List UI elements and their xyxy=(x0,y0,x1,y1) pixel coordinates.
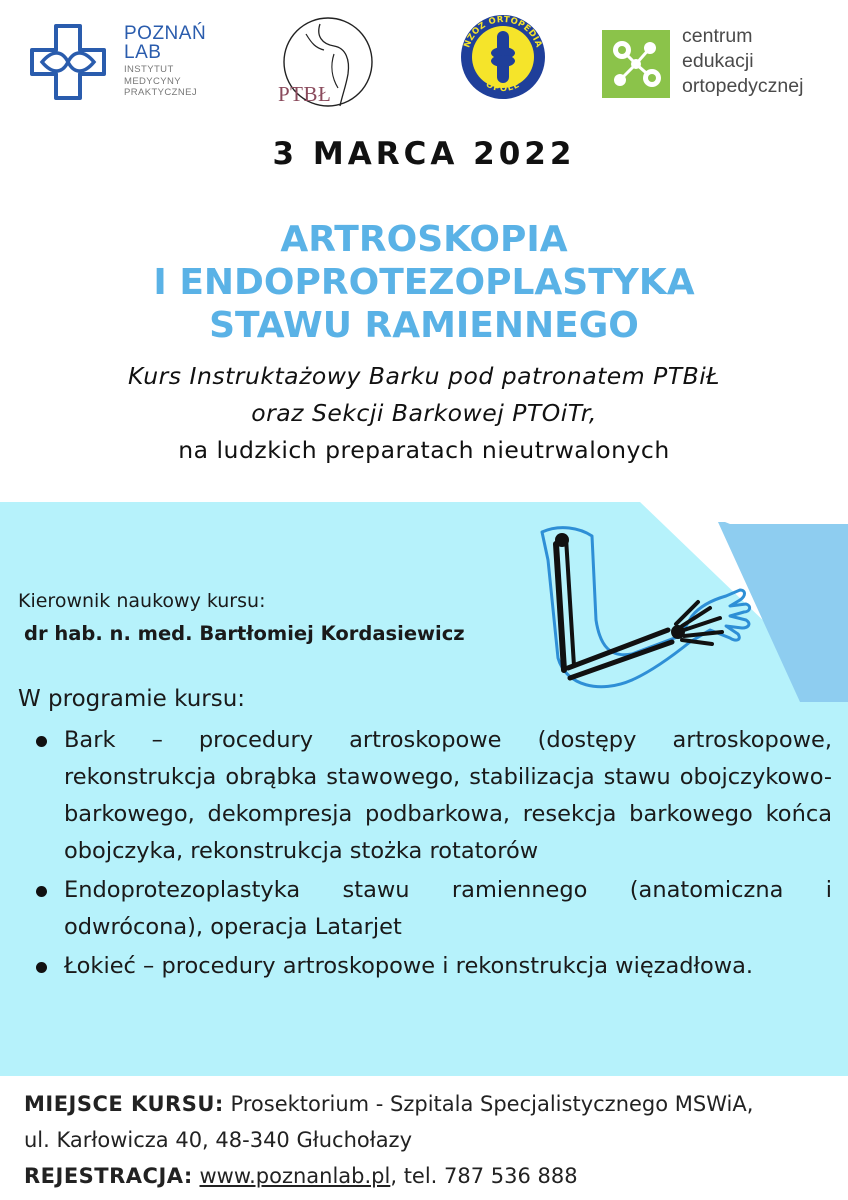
registration-link[interactable]: www.poznanlab.pl xyxy=(199,1164,391,1188)
program-item-text: Endoprotezoplastyka stawu ramiennego (anatomiczna i odwrócona), operacja Latarjet xyxy=(64,877,832,940)
program-item-bark xyxy=(30,722,832,870)
bullet-icon xyxy=(36,736,47,747)
registration-label: REJESTRACJA: xyxy=(24,1164,193,1188)
program-item-text: Łokieć – procedury artroskopowe i rekonstrukcja więzadłowa. xyxy=(64,953,754,979)
registration-line xyxy=(24,1158,834,1194)
place-label: MIEJSCE KURSU: xyxy=(24,1092,224,1116)
poznan-lab-subtitle: INSTYTUT MEDYCYNY PRAKTYCZNEJ xyxy=(124,64,198,98)
svg-text:OPOLE: OPOLE xyxy=(484,79,522,95)
program-label: W programie kursu: xyxy=(18,686,246,712)
course-subtitle xyxy=(0,358,848,469)
title-line-1: ARTROSKOPIA xyxy=(280,219,568,260)
nzoz-ring-text xyxy=(459,13,547,101)
place-value: Prosektorium - Szpitala Specjalistycznego MSWiA, xyxy=(223,1092,754,1116)
address-line: ul. Karłowicza 40, 48-340 Głuchołazy xyxy=(24,1128,413,1152)
subtitle-line-3: na ludzkich preparatach nieutrwalonych xyxy=(178,436,670,464)
bullet-icon xyxy=(36,962,47,973)
subtitle-line-2: oraz Sekcji Barkowej PTOiTr, xyxy=(251,399,597,427)
course-title xyxy=(0,218,848,347)
program-list xyxy=(30,722,832,987)
centrum-text: centrum edukacji ortopedycznej xyxy=(682,25,804,97)
subtitle-line-1: Kurs Instruktażowy Barku pod patronatem PTBiŁ xyxy=(127,362,721,390)
cells-icon xyxy=(602,30,670,98)
arm-skeleton-icon xyxy=(540,520,760,700)
title-line-2: I ENDOPROTEZOPLASTYKA xyxy=(153,262,695,303)
program-item-lokiec xyxy=(30,948,832,985)
medical-cross-icon xyxy=(28,22,108,102)
centrum-edukacji-logo xyxy=(602,25,842,102)
place-line xyxy=(24,1086,834,1122)
ptbl-text: PTBŁ xyxy=(278,82,332,106)
logo-bar xyxy=(0,0,848,120)
program-item-endoprotezoplastyka xyxy=(30,872,832,946)
scientific-director-label: Kierownik naukowy kursu: xyxy=(18,590,266,612)
poznan-lab-logo xyxy=(28,22,228,106)
nzoz-ortopedia-logo xyxy=(459,13,547,101)
registration-phone: , tel. 787 536 888 xyxy=(390,1164,578,1188)
course-date: 3 MARCA 2022 xyxy=(272,136,576,172)
bullet-icon xyxy=(36,886,47,897)
scientific-director-name: dr hab. n. med. Bartłomiej Kordasiewicz xyxy=(24,622,465,645)
program-item-text: Bark – procedury artroskopowe (dostępy artroskopowe, rekonstrukcja obrąbka stawowego, stabilizacja stawu obojczykowo-barkowego, dekompresja podbarkowa, resekcja barkowego końca obojczyka, rekonstrukcja stożka rotatorów xyxy=(64,727,832,864)
svg-text:NZOZ ORTOPEDIA: NZOZ ORTOPEDIA xyxy=(462,14,544,50)
title-line-3: STAWU RAMIENNEGO xyxy=(209,305,639,346)
footer-info xyxy=(24,1086,834,1194)
poznan-lab-name: POZNAŃ LAB xyxy=(124,23,207,63)
ptbl-logo xyxy=(276,14,376,114)
